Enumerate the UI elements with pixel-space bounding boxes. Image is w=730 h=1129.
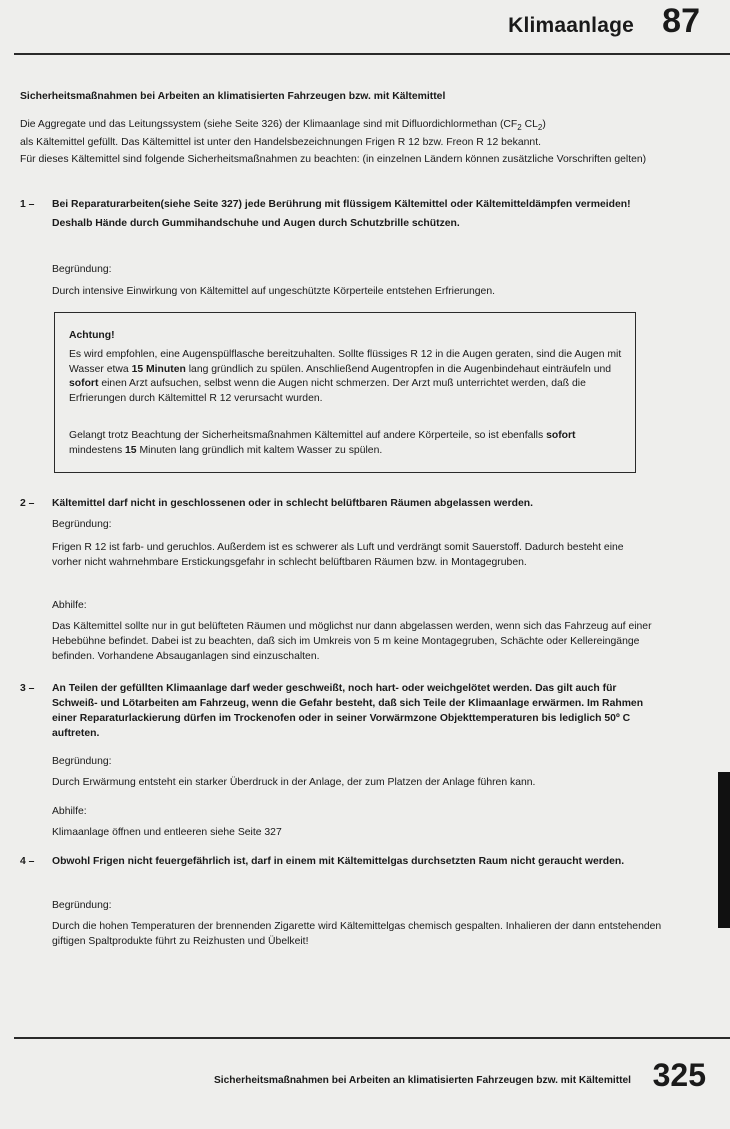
- warning-emphasis: sofort: [546, 430, 576, 441]
- warning-emphasis: 15: [125, 444, 137, 456]
- reason-text: Durch Erwärmung entsteht ein starker Überdruck in der Anlage, der zum Platzen der Anlage führen kann.: [52, 777, 536, 788]
- footer-rule: [14, 1037, 730, 1039]
- subscript: 2: [537, 123, 543, 133]
- warning-title: Achtung!: [69, 330, 115, 341]
- chapter-number: 87: [662, 2, 700, 40]
- warning-emphasis: sofort: [69, 378, 99, 389]
- safety-item-4: [20, 854, 660, 869]
- remedy-text: Das Kältemittel sollte nur in gut belüfteten Räumen und möglichst nur dann abgelassen werden, wenn sich das Fahrzeug auf einer Hebebühne befindet. Dabei ist zu beachten, daß sich im Umkreis von 5 m keine Montagegruben, Schächte oder Kellereingänge befinden. Vorhandene Absauganlagen sind einzuschalten.: [52, 621, 652, 662]
- reason-label: Begründung:: [52, 519, 112, 530]
- item-number: 4 –: [20, 856, 35, 867]
- reason-label: Begründung:: [52, 264, 112, 275]
- warning-text: Gelangt trotz Beachtung der Sicherheitsmaßnahmen Kältemittel auf andere Körperteile, so ist ebenfalls: [69, 430, 547, 441]
- warning-text: mindestens: [69, 444, 126, 456]
- item-statement: An Teilen der gefüllten Klimaanlage darf weder geschweißt, noch hart- oder weichgelötet werden. Das gilt auch für Schweiß- und Lötarbeiten am Fahrzeug, wenn die Gefahr besteht, daß sich Teile der Klimaanlage erwärmen. Im Rahmen einer Reparaturlackierung dürfen im Trockenofen oder in seiner Vorwärmzone Objekttemperaturen bis lediglich 50º C auftreten.: [52, 683, 644, 739]
- warning-paragraph-1: [69, 348, 627, 406]
- item-number: 1 –: [20, 199, 35, 210]
- reason-text: Frigen R 12 ist farb- und geruchlos. Außerdem ist es schwerer als Luft und verdrängt somit Sauerstoff. Dadurch besteht eine vorher nicht wahrnehmbare Erstickungsgefahr in schlecht belüftbaren Räumen bzw. in Montagegruben.: [52, 542, 624, 568]
- remedy-text: Klimaanlage öffnen und entleeren siehe Seite 327: [52, 827, 282, 838]
- item-number: 2 –: [20, 498, 35, 509]
- remedy-label: Abhilfe:: [52, 600, 87, 611]
- remedy-label: Abhilfe:: [52, 806, 87, 817]
- intro-paragraph-1: [20, 118, 660, 150]
- item-statement: Bei Reparaturarbeiten(siehe Seite 327) jede Berührung mit flüssigem Kältemittel oder Kältemitteldämpfen vermeiden!: [52, 199, 631, 210]
- chapter-title: Klimaanlage: [508, 14, 634, 37]
- warning-box: [54, 312, 636, 473]
- reason-text: Durch intensive Einwirkung von Kältemittel auf ungeschützte Körperteile entstehen Erfrierungen.: [52, 286, 496, 297]
- warning-emphasis: 15 Minuten: [131, 363, 186, 375]
- page-number: 325: [652, 1057, 706, 1093]
- section-title: Sicherheitsmaßnahmen bei Arbeiten an klimatisierten Fahrzeugen bzw. mit Kältemittel: [20, 91, 446, 102]
- header-rule: [14, 53, 730, 55]
- reason-label: Begründung:: [52, 900, 112, 911]
- intro-text: als Kältemittel gefüllt. Das Kältemittel ist unter den Handelsbezeichnungen Frigen R 12 bzw. Freon R 12 bekannt.: [20, 136, 541, 148]
- reason-text: Durch die hohen Temperaturen der brennenden Zigarette wird Kältemittelgas chemisch gespalten. Inhalieren der dann entstehenden giftigen Spaltprodukte führt zu Reizhusten und Übelkeit!: [52, 921, 662, 947]
- safety-item-1: [20, 197, 660, 231]
- subscript: 2: [517, 123, 522, 133]
- warning-text: Es wird empfohlen, eine Augenspülflasche bereitzuhalten. Sollte flüssiges R 12 in die Augen geraten, sind die Augen mit Wasser etwa: [69, 349, 622, 375]
- footer-section-title: Sicherheitsmaßnahmen bei Arbeiten an klimatisierten Fahrzeugen bzw. mit Kältemittel: [213, 1075, 631, 1086]
- warning-text: lang gründlich zu spülen. Anschließend Augentropfen in die Augenbindehaut einträufeln und: [185, 363, 612, 375]
- warning-paragraph-2: [69, 429, 627, 458]
- item-number: 3 –: [20, 683, 35, 694]
- intro-text: ): [542, 119, 546, 130]
- safety-item-3: [20, 681, 660, 741]
- item-statement: Obwohl Frigen nicht feuergefährlich ist, darf in einem mit Kältemittelgas durchsetzten Raum nicht geraucht werden.: [52, 856, 625, 867]
- thumb-index-tab: [718, 772, 730, 928]
- item-statement: Kältemittel darf nicht in geschlossenen oder in schlecht belüftbaren Räumen abgelassen werden.: [52, 498, 533, 509]
- intro-text: Die Aggregate und das Leitungssystem (siehe Seite 326) der Klimaanlage sind mit Difluordichlormethan (CF: [20, 119, 518, 130]
- safety-item-2: [20, 496, 660, 511]
- reason-label: Begründung:: [52, 756, 112, 767]
- warning-text: Minuten lang gründlich mit kaltem Wasser zu spülen.: [136, 444, 383, 456]
- intro-text: CL: [521, 119, 538, 130]
- warning-text: einen Arzt aufsuchen, selbst wenn die Augen nicht schmerzen. Der Arzt muß unterrichtet werden, daß die Erfrierungen durch Kältemittel R 12 verursacht wurden.: [69, 378, 586, 404]
- intro-paragraph-2: Für dieses Kältemittel sind folgende Sicherheitsmaßnahmen zu beachten: (in einzelnen Ländern können zusätzliche Vorschriften gelten): [20, 154, 647, 165]
- item-statement-2: Deshalb Hände durch Gummihandschuhe und Augen durch Schutzbrille schützen.: [52, 218, 460, 229]
